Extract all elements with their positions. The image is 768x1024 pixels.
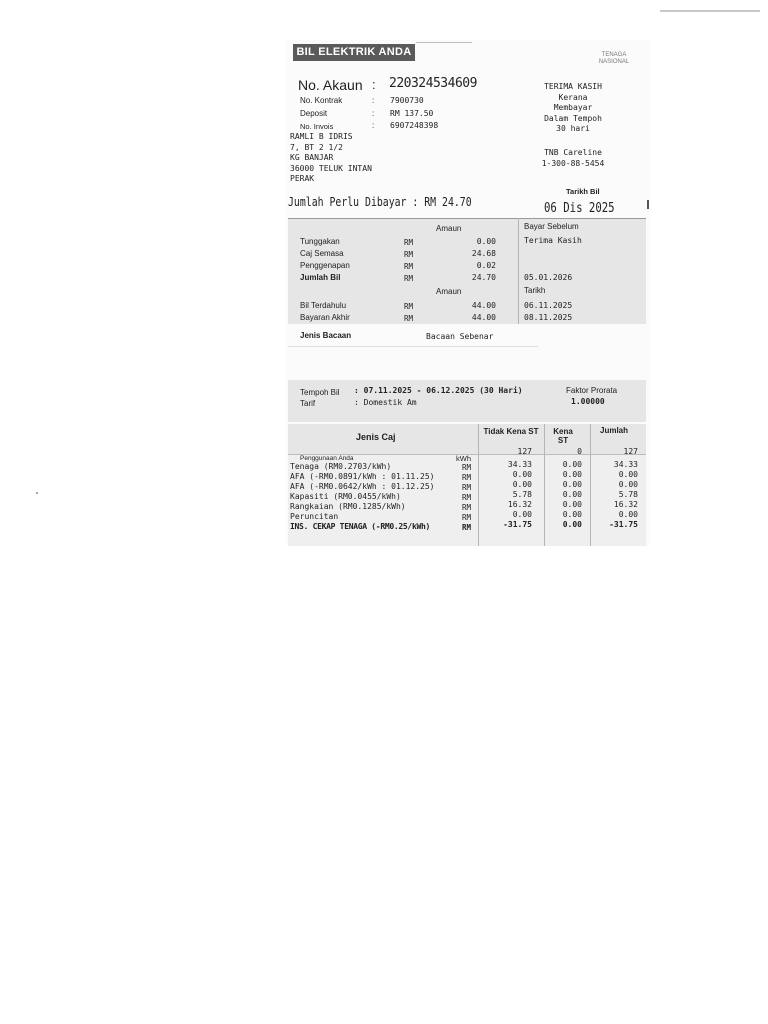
history-row-currency: RM — [404, 302, 414, 311]
address-line: KG BANJAR — [290, 153, 334, 162]
charge-row-total: 34.33 — [613, 460, 638, 469]
charge-row-st: 0.00 — [562, 500, 582, 509]
charge-row-st: 0.00 — [562, 480, 582, 489]
amount-header-2: Amaun — [436, 287, 462, 296]
invoice-number: 6907248398 — [390, 121, 439, 130]
period-label: Tempoh Bil — [300, 388, 340, 397]
electric-bill — [286, 40, 650, 546]
charge-row-currency: RM — [462, 503, 472, 512]
charge-row-currency: RM — [462, 463, 472, 472]
charge-row-label: Peruncitan — [290, 512, 339, 521]
charge-row-total: 16.32 — [613, 500, 638, 509]
summary-row-currency: RM — [404, 250, 414, 259]
charge-row-st: 0.00 — [562, 510, 582, 519]
reading-type-value: Bacaan Sebenar — [426, 332, 494, 341]
careline-number: 1-300-88-5454 — [541, 158, 605, 168]
history-row-currency: RM — [404, 314, 414, 323]
thanks-line: TERIMA KASIH — [544, 82, 602, 91]
bill-date: 06 Dis 2025 — [544, 201, 615, 216]
charge-row-currency: RM — [462, 493, 472, 502]
history-row-date: 06.11.2025 — [524, 301, 573, 310]
thanks-line: Kerana — [558, 92, 588, 102]
charge-row-st: 0.00 — [562, 470, 582, 479]
tariff-label: Tarif — [300, 399, 316, 408]
charges-header-type: Jenis Caj — [356, 432, 396, 442]
summary-row-amount: 24.70 — [471, 273, 496, 282]
bill-date-label: Tarikh Bil — [566, 187, 600, 196]
summary-row-currency: RM — [404, 262, 414, 271]
charge-row-label: Kapasiti (RM0.0455/kWh) — [290, 492, 401, 501]
amount-due: Jumlah Perlu Dibayar : RM 24.70 — [288, 195, 472, 209]
logo-text: TENAGA NASIONAL — [598, 52, 630, 65]
careline-name: TNB Careline — [544, 148, 602, 157]
charge-row-no-st: -31.75 — [503, 520, 532, 529]
charge-row-label: INS. CEKAP TENAGA (-RM0.25/kWh) — [290, 522, 431, 531]
charges-header-band — [288, 424, 646, 454]
summary-row-amount: 0.02 — [476, 261, 496, 270]
summary-row-label: Tunggakan — [300, 237, 340, 246]
charge-row-no-st: 16.32 — [507, 500, 532, 509]
history-row-label: Bayaran Akhir — [300, 313, 350, 322]
charges-header-st: Kena ST — [553, 427, 573, 445]
charge-row-label: AFA (-RM0.0891/kWh : 01.11.25) — [290, 472, 435, 481]
address-line: PERAK — [290, 174, 315, 183]
history-row-amount: 44.00 — [471, 301, 496, 310]
edge-mark — [647, 200, 649, 209]
charge-row-no-st: 5.78 — [512, 490, 532, 499]
date-header: Tarikh — [524, 286, 546, 295]
address-line: 7, BT 2 1/2 — [290, 142, 343, 152]
summary-row-currency: RM — [404, 238, 414, 247]
charge-row-st: 0.00 — [562, 460, 582, 469]
history-row-amount: 44.00 — [471, 313, 496, 322]
address-line: 36000 TELUK INTAN — [290, 163, 372, 173]
summary-top-rule — [288, 218, 646, 219]
careline — [526, 148, 620, 169]
summary-row-currency: RM — [404, 274, 414, 283]
charge-row-label: Rangkaian (RM0.1285/kWh) — [290, 502, 406, 511]
address-line: RAMLI B IDRIS — [290, 132, 353, 141]
charge-row-currency: RM — [462, 513, 472, 522]
charge-row-st: 0.00 — [562, 520, 582, 529]
amount-header: Amaun — [436, 224, 462, 233]
account-number: 220324534609 — [389, 76, 477, 91]
pay-by-date: 05.01.2026 — [524, 273, 573, 282]
history-row-label: Bil Terdahulu — [300, 301, 347, 310]
summary-row-label: Penggenapan — [300, 261, 350, 270]
usage-unit: kWh — [456, 454, 471, 463]
deposit-label: Deposit — [300, 109, 328, 118]
charges-col-divider — [478, 424, 479, 546]
charge-row-total: 0.00 — [618, 470, 638, 479]
charge-row-no-st: 0.00 — [512, 510, 532, 519]
charges-header-no-st: Tidak Kena ST — [483, 427, 539, 436]
thanks-line: 30 hari — [556, 124, 590, 133]
scan-speck — [36, 492, 38, 494]
summary-row-label: Jumlah Bil — [300, 273, 341, 282]
tnb-logo — [596, 52, 632, 66]
prorate-label: Faktor Prorata — [566, 386, 618, 395]
summary-row-amount: 0.00 — [476, 237, 496, 246]
contract-number: 7900730 — [390, 96, 424, 105]
thanks-line: Dalam Tempoh — [544, 113, 602, 123]
charge-row-total: 5.78 — [618, 490, 638, 499]
prev-paid-header: Bayar Sebelum — [524, 222, 579, 231]
charge-row-no-st: 0.00 — [512, 470, 532, 479]
account-colon: : — [372, 77, 376, 92]
charge-row-currency: RM — [462, 523, 472, 532]
charge-row-no-st: 34.33 — [507, 460, 532, 469]
charges-col-divider — [544, 424, 545, 546]
thanks-line: Membayar — [553, 103, 593, 112]
bill-title: BIL ELEKTRIK ANDA — [293, 44, 415, 61]
prev-paid-value: Terima Kasih — [524, 236, 582, 245]
period-value: : 07.11.2025 - 06.12.2025 (30 Hari) — [354, 386, 523, 395]
usage-total: 127 — [623, 447, 638, 456]
summary-divider — [518, 218, 519, 324]
account-label: No. Akaun — [298, 77, 363, 93]
scan-mark-top-right — [660, 10, 760, 12]
contract-colon: : — [372, 96, 375, 105]
prorate-value: 1.00000 — [571, 397, 605, 406]
reading-rule — [288, 346, 538, 347]
invoice-colon: : — [372, 121, 375, 130]
deposit-colon: : — [372, 109, 375, 118]
charge-row-total: 0.00 — [618, 510, 638, 519]
usage-no-st: 127 — [517, 447, 532, 456]
usage-label: Penggunaan Anda — [300, 455, 354, 462]
charge-row-total: 0.00 — [618, 480, 638, 489]
contract-label: No. Kontrak — [300, 96, 343, 105]
address-block — [290, 132, 372, 185]
charge-row-st: 0.00 — [562, 490, 582, 499]
charge-row-total: -31.75 — [609, 520, 638, 529]
title-rule — [416, 42, 472, 43]
reading-type-label: Jenis Bacaan — [300, 331, 352, 340]
charges-header-total: Jumlah — [600, 426, 629, 435]
charge-row-no-st: 0.00 — [512, 480, 532, 489]
invoice-label: No. Invois — [300, 122, 334, 131]
charge-row-label: Tenaga (RM0.2703/kWh) — [290, 462, 392, 471]
deposit-value: RM 137.50 — [390, 109, 434, 118]
usage-st: 0 — [577, 447, 582, 456]
summary-row-amount: 24.68 — [471, 249, 496, 258]
charge-row-currency: RM — [462, 473, 472, 482]
tariff-value: : Domestik Am — [354, 398, 417, 407]
summary-row-label: Caj Semasa — [300, 249, 344, 258]
charge-row-label: AFA (-RM0.0642/kWh : 01.12.25) — [290, 482, 435, 491]
history-row-date: 08.11.2025 — [524, 313, 573, 322]
thank-you-note — [526, 82, 620, 135]
charge-row-currency: RM — [462, 483, 472, 492]
charges-col-divider — [590, 424, 591, 546]
